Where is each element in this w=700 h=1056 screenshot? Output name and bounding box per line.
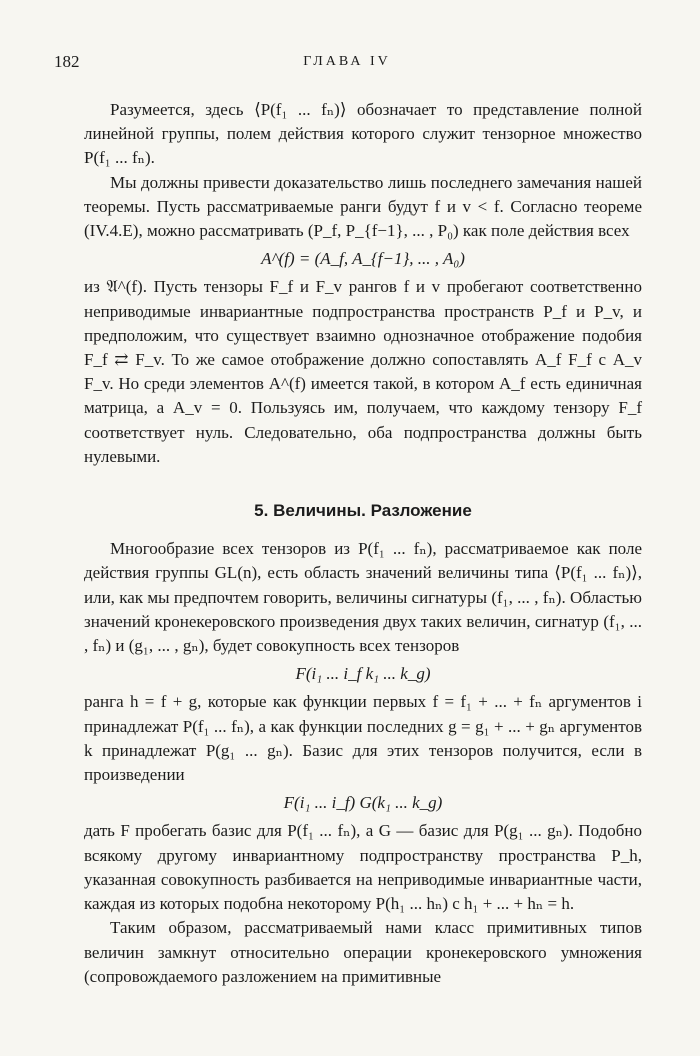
paragraph: Многообразие всех тензоров из P(f₁ ... fₙ), рассматриваемое как поле действия группы GL(n), есть область значений величины типа ⟨P(f₁ ... fₙ)⟩, или, как мы предпочтем говорить, величины сигнатуры (f₁, ... , fₙ). Областью значений кронекеровского произведения двух таких величин, сигнатур (f₁, ... , fₙ) и (g₁, ... , gₙ), будет совокупность всех тензоров [84,539,642,656]
paragraph: Мы должны привести доказательство лишь последнего замечания нашей теоремы. Пусть рассматриваемые ранги будут f и v < f. Согласно теореме (IV.4.E), можно рассматривать (P_f, P_{f−1}, ... , P₀) как поле действия всех [84,172,642,241]
formula: F(i₁ ... i_f k₁ ... k_g) [295,664,431,684]
paragraph: дать F пробегать базис для P(f₁ ... fₙ), а G — базис для P(g₁ ... gₙ). Подобно всякому другому инвариантному подпространству пространства P_h, указанная совокупность разбивается на неприводимые инвариантные части, каждая из которых подобна некоторому P(h₁ ... hₙ) с h₁ + ... + hₙ = h. [84,821,642,914]
section-title: 5. Величины. Разложение [254,501,472,521]
paragraph: Таким образом, рассматриваемый нами класс примитивных типов величин замкнут относительно операции кронекеровского умножения (сопровождаемого разложением на примитивные [84,918,642,986]
paragraph: Разумеется, здесь ⟨P(f₁ ... fₙ)⟩ обозначает то представление полной линейной группы, полем действия которого служит тензорное множество P(f₁ ... fₙ). [84,100,642,168]
running-title: ГЛАВА IV [303,54,391,69]
formula: A^(f) = (A_f, A_{f−1}, ... , A₀) [261,249,465,269]
formula: F(i₁ ... i_f) G(k₁ ... k_g) [283,793,443,813]
paragraph: ранга h = f + g, которые как функции первых f = f₁ + ... + fₙ аргументов i принадлежат P(f₁ ... fₙ), а как функции последних g = g₁ + ... + gₙ аргументов k принадлежат P(g₁ ... gₙ). Базис для этих тензоров получится, если в произведении [84,692,642,785]
paragraph: из 𝔄^(f). Пусть тензоры F_f и F_v рангов f и v пробегают соответственно неприводимые инвариантные подпространства пространств P_f и P_v, и предположим, что существует взаимно однозначное отображение подобия F_f ⇄ F_v. То же самое отображение должно сопоставлять A_f F_f с A_v F_v. Но среди элементов A^(f) имеется такой, в котором A_f есть единичная матрица, а A_v = 0. Пользуясь им, получаем, что каждому тензору F_f соответствует нуль. Следовательно, оба подпространства должны быть нулевыми. [84,277,642,466]
page-number: 182 [54,52,80,71]
page-header [54,52,640,76]
page-body [84,98,642,989]
